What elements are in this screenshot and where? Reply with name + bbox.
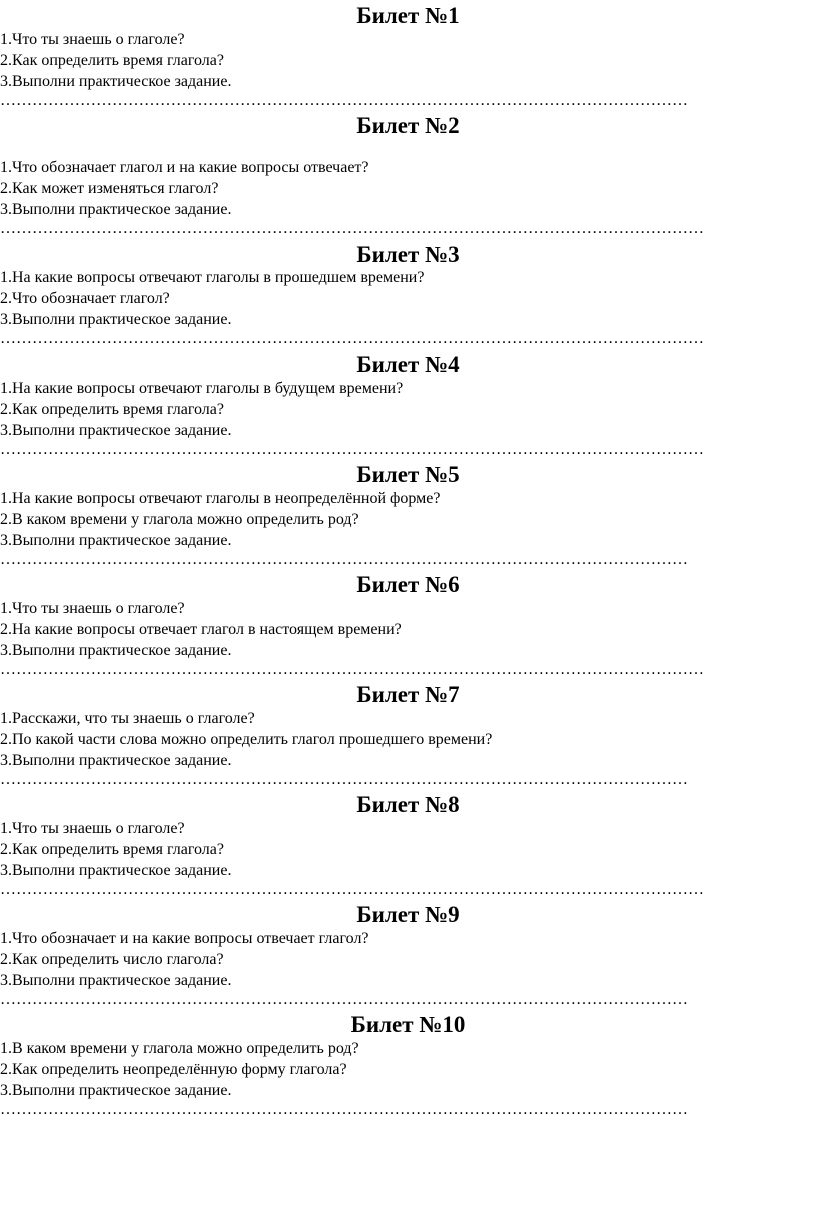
separator-line: …………………………………………………………………………………………………………………… (0, 332, 704, 346)
question-3: 3.Выполни практическое задание. (0, 642, 232, 659)
question-3: 3.Выполни практическое задание. (0, 1082, 232, 1099)
question-2: 2.На какие вопросы отвечает глагол в настоящем времени? (0, 621, 402, 638)
ticket-title: Билет №1 (356, 3, 460, 28)
question-1: 1.Что обозначает и на какие вопросы отвечает глагол? (0, 930, 369, 947)
separator-line: ………………………………………………………………………………………………………………… (0, 993, 688, 1007)
question-1: 1.Что обозначает глагол и на какие вопросы отвечает? (0, 159, 369, 176)
question-3: 3.Выполни практическое задание. (0, 752, 232, 769)
separator-line: …………………………………………………………………………………………………………………… (0, 222, 704, 236)
question-2: 2.Что обозначает глагол? (0, 290, 170, 307)
ticket-title: Билет №10 (350, 1012, 466, 1037)
ticket-title: Билет №8 (356, 792, 460, 817)
question-3: 3.Выполни практическое задание. (0, 201, 232, 218)
question-3: 3.Выполни практическое задание. (0, 972, 232, 989)
ticket-title: Билет №6 (356, 572, 460, 597)
question-3: 3.Выполни практическое задание. (0, 422, 232, 439)
ticket-title: Билет №2 (356, 113, 460, 138)
question-3: 3.Выполни практическое задание. (0, 532, 232, 549)
question-3: 3.Выполни практическое задание. (0, 862, 232, 879)
question-3: 3.Выполни практическое задание. (0, 311, 232, 328)
question-1: 1.На какие вопросы отвечают глаголы в будущем времени? (0, 380, 404, 397)
separator-line: ………………………………………………………………………………………………………………… (0, 773, 688, 787)
question-3: 3.Выполни практическое задание. (0, 73, 232, 90)
question-1: 1.На какие вопросы отвечают глаголы в прошедшем времени? (0, 269, 425, 286)
ticket-title: Билет №4 (356, 352, 460, 377)
question-1: 1.На какие вопросы отвечают глаголы в неопределённой форме? (0, 490, 441, 507)
question-2: 2.По какой части слова можно определить глагол прошедшего времени? (0, 731, 493, 748)
question-2: 2.В каком времени у глагола можно определить род? (0, 511, 359, 528)
separator-line: …………………………………………………………………………………………………………………… (0, 883, 704, 897)
ticket-title: Билет №7 (356, 682, 460, 707)
separator-line: ………………………………………………………………………………………………………………… (0, 1103, 688, 1117)
ticket-title: Билет №9 (356, 902, 460, 927)
separator-line: ………………………………………………………………………………………………………………… (0, 553, 688, 567)
question-1: 1.Расскажи, что ты знаешь о глаголе? (0, 710, 255, 727)
question-2: 2.Как может изменяться глагол? (0, 180, 219, 197)
question-1: 1.В каком времени у глагола можно определить род? (0, 1040, 359, 1057)
question-2: 2.Как определить число глагола? (0, 951, 224, 968)
question-2: 2.Как определить время глагола? (0, 52, 224, 69)
separator-line: …………………………………………………………………………………………………………………… (0, 663, 704, 677)
separator-line: …………………………………………………………………………………………………………………… (0, 443, 704, 457)
question-2: 2.Как определить неопределённую форму глагола? (0, 1061, 347, 1078)
question-1: 1.Что ты знаешь о глаголе? (0, 820, 185, 837)
ticket-title: Билет №3 (356, 242, 460, 267)
question-1: 1.Что ты знаешь о глаголе? (0, 600, 185, 617)
question-2: 2.Как определить время глагола? (0, 841, 224, 858)
question-1: 1.Что ты знаешь о глаголе? (0, 31, 185, 48)
separator-line: ………………………………………………………………………………………………………………… (0, 94, 688, 108)
ticket-title: Билет №5 (356, 462, 460, 487)
question-2: 2.Как определить время глагола? (0, 401, 224, 418)
